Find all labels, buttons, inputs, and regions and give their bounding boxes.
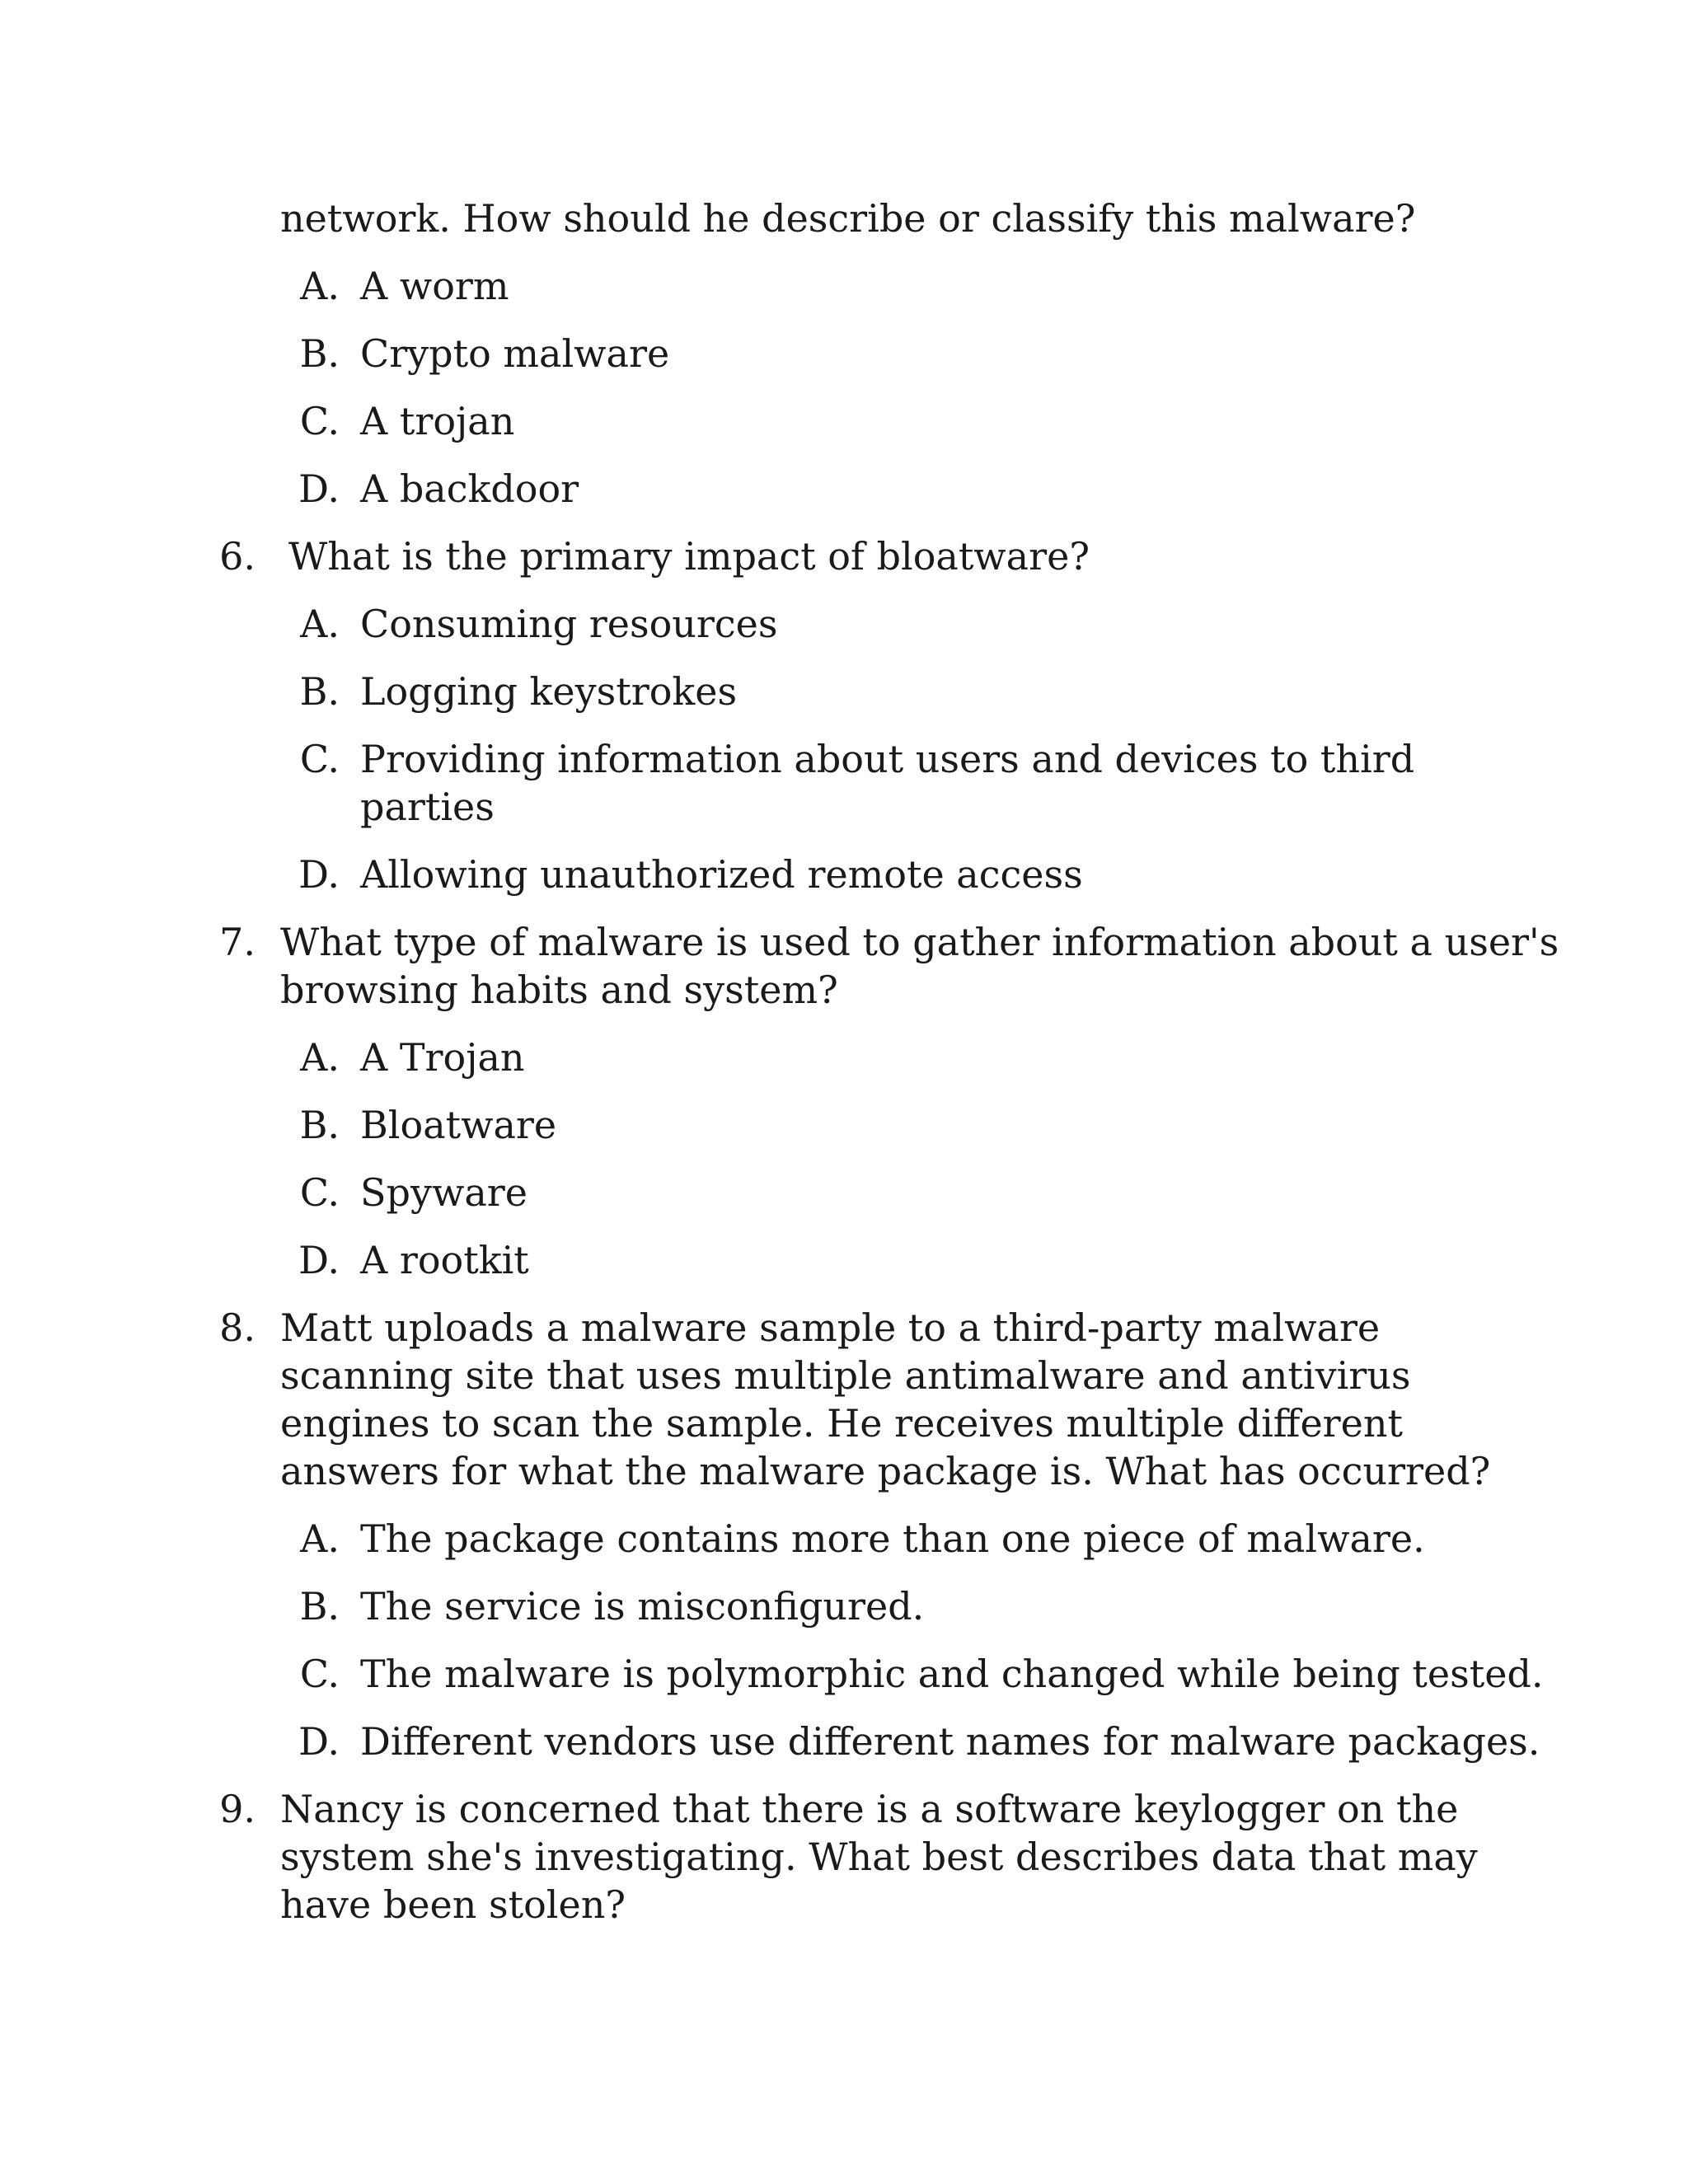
question-5-option-d-letter: D. <box>298 466 340 511</box>
question-8-number: 8. <box>219 1305 256 1350</box>
question-8-option-d-letter: D. <box>298 1719 340 1764</box>
question-8-option-b-letter: B. <box>299 1584 340 1629</box>
question-7-option-a-text: A Trojan <box>360 1035 525 1080</box>
question-7-option-d-letter: D. <box>298 1238 340 1282</box>
question-8-option-a-text: The package contains more than one piece of malware. <box>360 1516 1425 1561</box>
question-7-option-d-text: A rootkit <box>360 1238 529 1282</box>
question-6-option-c-text-line-1: Providing information about users and devices to third <box>360 737 1415 781</box>
question-5-option-b-letter: B. <box>299 331 340 376</box>
question-7-option-b-text: Bloatware <box>360 1103 557 1147</box>
question-6-option-a-text: Consuming resources <box>360 602 778 646</box>
question-5-option-d-text: A backdoor <box>360 466 579 511</box>
question-8-stem-line-4: answers for what the malware package is. What has occurred? <box>280 1449 1491 1493</box>
question-5-stem-line: network. How should he describe or classify this malware? <box>280 196 1416 241</box>
question-5-option-a-letter: A. <box>300 264 340 308</box>
question-8-option-c-letter: C. <box>299 1652 340 1696</box>
question-8-stem-line-1: Matt uploads a malware sample to a third-party malware <box>280 1305 1381 1350</box>
question-9-stem-line-3: have been stolen? <box>280 1882 626 1927</box>
question-8-option-c-text: The malware is polymorphic and changed while being tested. <box>360 1652 1544 1696</box>
question-6-option-d-letter: D. <box>298 852 340 897</box>
question-9-stem-line-2: system she's investigating. What best describes data that may <box>280 1835 1478 1879</box>
question-6-option-c-text-line-2: parties <box>360 785 495 829</box>
question-7-option-a-letter: A. <box>300 1035 340 1080</box>
question-7-number: 7. <box>219 920 256 964</box>
question-8-option-d-text: Different vendors use different names for malware packages. <box>360 1719 1540 1764</box>
question-6-option-b-letter: B. <box>299 669 340 714</box>
question-7-option-b-letter: B. <box>299 1103 340 1147</box>
question-6-stem-line: What is the primary impact of bloatware? <box>288 534 1090 579</box>
question-9-number: 9. <box>219 1787 256 1831</box>
question-6-number: 6. <box>219 534 256 579</box>
question-6-option-d-text: Allowing unauthorized remote access <box>360 852 1083 897</box>
question-7-option-c-letter: C. <box>299 1170 340 1215</box>
question-8-stem-line-2: scanning site that uses multiple antimalware and antivirus <box>280 1353 1411 1398</box>
question-7-option-c-text: Spyware <box>360 1170 528 1215</box>
question-7-stem-line-2: browsing habits and system? <box>280 968 838 1012</box>
question-8-option-b-text: The service is misconfigured. <box>360 1584 925 1629</box>
question-8-option-a-letter: A. <box>300 1516 340 1561</box>
question-9-stem-line-1: Nancy is concerned that there is a software keylogger on the <box>280 1787 1459 1831</box>
question-6-option-b-text: Logging keystrokes <box>360 669 738 714</box>
question-5-option-a-text: A worm <box>360 264 509 308</box>
question-5-option-c-letter: C. <box>299 399 340 443</box>
question-6-option-c-letter: C. <box>299 737 340 781</box>
question-7-stem-line-1: What type of malware is used to gather information about a user's <box>280 920 1559 964</box>
question-5-option-c-text: A trojan <box>360 399 515 443</box>
question-6-option-a-letter: A. <box>300 602 340 646</box>
question-8-stem-line-3: engines to scan the sample. He receives multiple different <box>280 1401 1404 1446</box>
question-5-option-b-text: Crypto malware <box>360 331 670 376</box>
